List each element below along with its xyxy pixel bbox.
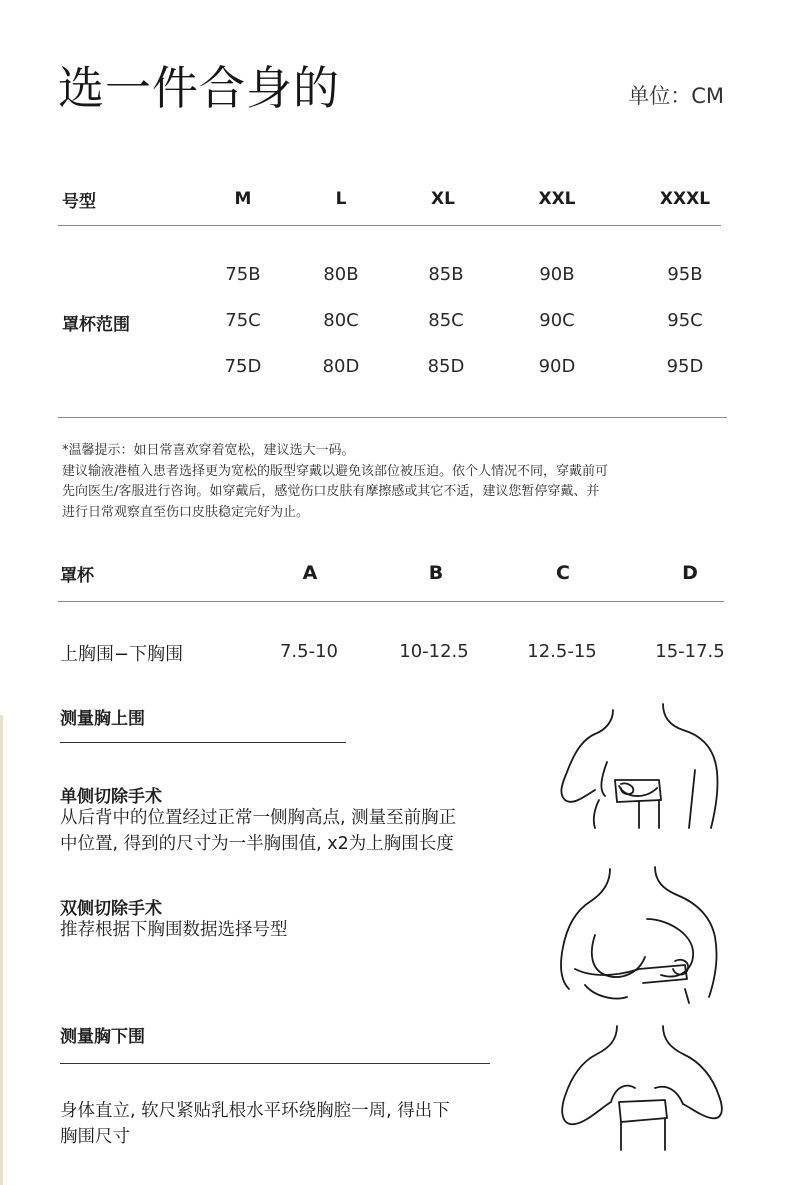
warm-tip-note <box>62 441 732 523</box>
page-title: 选一件合身的 <box>58 61 340 115</box>
torso-right-outline <box>689 770 695 828</box>
measure-lower-text <box>60 1098 450 1150</box>
size-header-m: M <box>234 189 252 209</box>
unit-label: 单位：CM <box>628 84 724 108</box>
cup-range-label: 罩杯范围 <box>62 315 130 335</box>
waist-lines <box>621 1118 665 1150</box>
size-header-xxl: XXL <box>538 189 576 209</box>
text-line: 胸围尺寸 <box>60 1127 130 1147</box>
table-cell: 90C <box>539 310 575 331</box>
table-cell: 10-12.5 <box>399 641 469 662</box>
table-cell: 90B <box>539 264 575 285</box>
measure-upper-title: 测量胸上围 <box>60 709 145 729</box>
cup-header-divider <box>58 601 724 602</box>
table-cell: 7.5-10 <box>279 641 339 662</box>
left-shoulder-outline <box>561 869 610 989</box>
table-cell: 15-17.5 <box>655 641 725 662</box>
table-cell: 80D <box>322 356 360 377</box>
cup-header-c: C <box>556 562 570 584</box>
table-cell: 95B <box>667 264 703 285</box>
table-cell: 95C <box>667 310 703 331</box>
right-arm-outline <box>663 1026 722 1118</box>
text-line: 从后背中的位置经过正常一侧胸高点, 测量至前胸正 <box>60 808 457 828</box>
table-cell: 90D <box>538 356 576 377</box>
size-header-divider <box>58 225 721 226</box>
note-line: *温馨提示：如日常喜欢穿着宽松，建议选大一码。 <box>62 443 355 458</box>
left-arm-outline <box>562 1026 617 1124</box>
table-cell: 75C <box>225 310 261 331</box>
table-cell: 80B <box>323 264 359 285</box>
size-table-bottom-divider <box>58 417 727 418</box>
left-arm-outline <box>561 710 613 802</box>
bust-difference-label: 上胸围−下胸围 <box>60 644 184 665</box>
cup-header-b: B <box>428 562 444 584</box>
upper-bust-illustration <box>555 700 725 830</box>
cup-header-d: D <box>682 562 698 584</box>
text-line: 中位置, 得到的尺寸为一半胸围值, x2为上胸围长度 <box>60 834 454 854</box>
right-shoulder-outline <box>655 867 717 997</box>
double-surgery-text: 推荐根据下胸围数据选择号型 <box>60 920 288 940</box>
table-cell: 75D <box>224 356 262 377</box>
table-cell: 85C <box>428 310 464 331</box>
single-surgery-title: 单侧切除手术 <box>60 787 162 807</box>
measure-lower-underline <box>60 1063 490 1064</box>
under-bust-band <box>619 1100 667 1122</box>
table-cell: 95D <box>666 356 704 377</box>
measure-upper-underline <box>60 742 346 743</box>
table-cell: 85D <box>427 356 465 377</box>
waist-lines <box>639 800 659 828</box>
size-header-l: L <box>335 189 347 209</box>
single-surgery-text <box>60 805 456 857</box>
size-header-xl: XL <box>431 189 455 209</box>
table-cell: 85B <box>428 264 464 285</box>
note-line: 进行日常观察直至伤口皮肤稳定完好为止。 <box>62 504 310 520</box>
measure-lower-title: 测量胸下围 <box>60 1027 145 1047</box>
table-cell: 12.5-15 <box>527 641 597 662</box>
size-header-label: 号型 <box>62 192 96 212</box>
bust-curve <box>619 786 657 796</box>
left-edge-stripe <box>0 715 3 1185</box>
note-line: 建议输液港植入患者选择更为宽松的版型穿戴以避免该部位被压迫。依个人情况不同，穿戴前可 <box>62 463 609 479</box>
lower-bust-illustration <box>555 1022 727 1152</box>
hand-shape <box>621 783 633 794</box>
table-cell: 80C <box>323 310 359 331</box>
cup-header-a: A <box>302 562 318 584</box>
size-header-xxxl: XXXL <box>659 189 711 209</box>
text-line: 身体直立, 软尺紧贴乳根水平环绕胸腔一周, 得出下 <box>60 1101 450 1121</box>
note-line: 先向医生/客服进行咨询。如穿戴后，感觉伤口皮肤有摩擦感或其它不适，建议您暂停穿戴、并 <box>62 484 600 499</box>
left-breast-curve <box>592 935 645 977</box>
lower-torso-lines <box>585 985 689 1003</box>
table-cell: 75B <box>225 264 261 285</box>
torso-left-outline <box>594 762 607 828</box>
double-side-illustration <box>555 865 730 1005</box>
cup-header-label: 罩杯 <box>60 566 94 586</box>
double-surgery-title: 双侧切除手术 <box>60 899 162 919</box>
